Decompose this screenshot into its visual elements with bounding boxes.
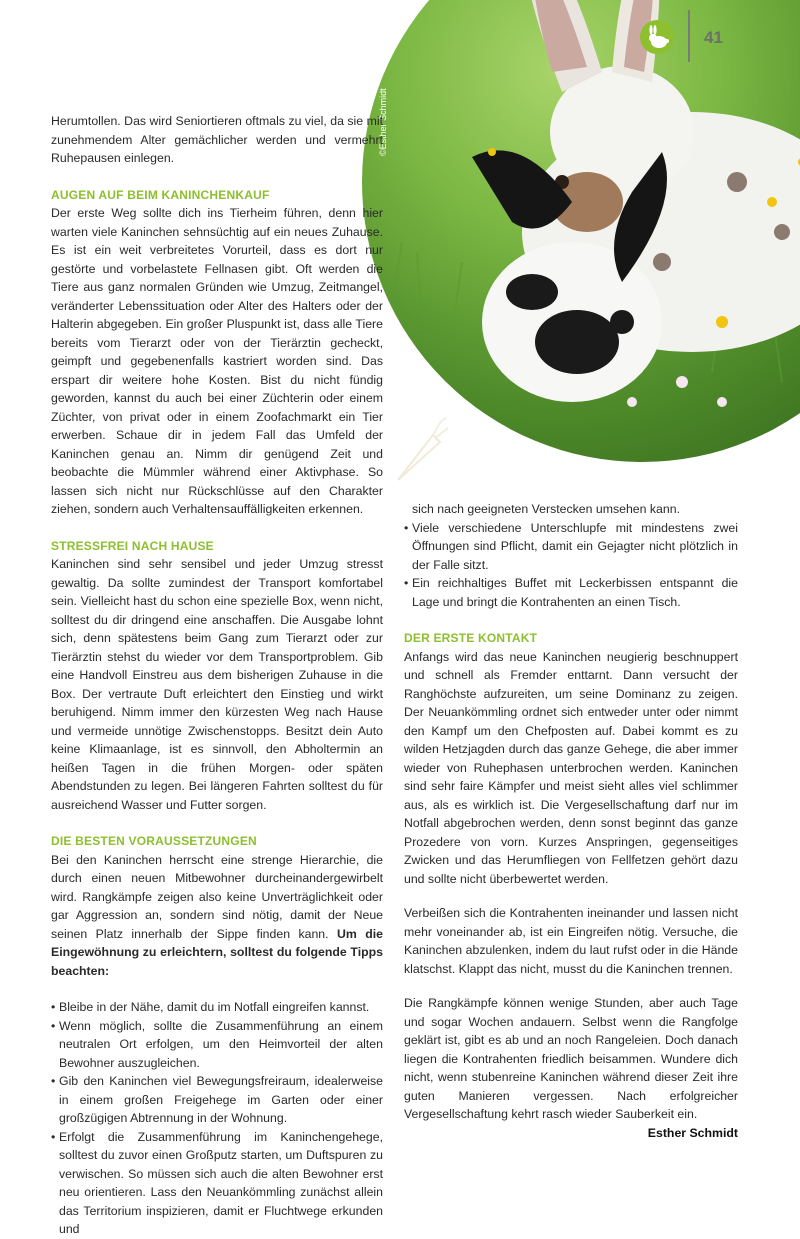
- author-name: Esther Schmidt: [647, 1125, 738, 1140]
- heading-kaninchenkauf: AUGEN AUF BEIM KANINCHENKAUF: [51, 187, 270, 202]
- heading-voraussetzungen: DIE BESTEN VORAUSSETZUNGEN: [51, 834, 257, 848]
- heading-erster-kontakt: DER ERSTE KONTAKT: [404, 631, 538, 645]
- right-column: [404, 500, 738, 1142]
- paragraph-kaninchenkauf: Der erste Weg sollte dich ins Tierheim führen, denn hier warten viele Kaninchen sehnsüchtig auf ein neues Zuhause. Es ist ein weit verbreitetes Vorurteil, dass es dort nur gestörte und vorbelastete Fellnasen gibt. Oft werden die Tiere aus ganz normalen Gründen wie Umzug, Zeitmangel, veränderter Lebenssituation oder Alter des Halters oder der Halterin abgegeben. Ein großer Pluspunkt ist, dass alle Tiere bereits vom Tierarzt oder von der Tierärztin gecheckt, geimpft und gegebenenfalls kastriert worden sind. Das erspart dir weitere hohe Kosten. Bist du nicht fündig geworden, kannst du auch bei einer Züchterin oder einem Züchter, von privat oder in einem Zoofachmarkt ein Tier erwerben. Schaue dir in jedem Fall das Umfeld der Kaninchen genau an. Nimm dir genügend Zeit und beobachte die Mümmler während einer Aktivphase. So lassen sich nicht nur Rückschlüsse auf den Charakter ziehen, sondern auch Verhaltensauffälligkeiten erkennen.: [51, 206, 383, 516]
- page-divider: [688, 10, 690, 62]
- rabbit-photo: [362, 0, 800, 462]
- heading-nach-hause: STRESSFREI NACH HAUSE: [51, 538, 214, 553]
- voraussetzungen-text: Bei den Kaninchen herrscht eine strenge Hierarchie, die durch einen neuen Mitbewohner durcheinandergewirbelt wird. Rangkämpfe zeigen also keine Unverträglichkeit oder gar Aggression an, sondern sind nötig, damit der Neue seinen Platz innerhalb der Sippe finden kann.: [51, 852, 383, 941]
- paragraph-voraussetzungen: [51, 851, 383, 981]
- carrot-icon: [388, 410, 448, 490]
- photo-credit: ©Esther Schmidt: [378, 88, 388, 156]
- intro-paragraph: Herumtollen. Das wird Seniortieren oftmals zu viel, da sie mit zunehmendem Alter gemächlicher werden und vermehrt Ruhepausen einlegen.: [51, 114, 383, 165]
- tips-list-continued: [404, 519, 738, 612]
- left-column: [51, 112, 383, 1239]
- section-badge: [640, 20, 674, 54]
- list-item: • Ein reichhaltiges Buffet mit Leckerbissen entspannt die Lage und bringt die Kontrahenten an einen Tisch.: [404, 576, 738, 609]
- list-item: • Gib den Kaninchen viel Bewegungsfreiraum, idealerweise in einem großen Freigehege im Garten oder einer großzügigen Abtrennung in der Wohnung.: [51, 1074, 383, 1125]
- rabbits-illustration: [362, 0, 800, 462]
- paragraph-erster-kontakt: Anfangs wird das neue Kaninchen neugierig beschnuppert und schnell als Fremder enttarnt. Dann versucht der Ranghöchste aufzureiten, um seine Dominanz zu zeigen. Der Neuankömmling ordnet sich entweder unter oder nimmt den Kampf um den Chefposten auf. Dabei kommt es zu wilden Hetzjagden durch das ganze Gehege, die aber immer wieder von Ruhephasen unterbrochen werden. Kaninchen sind sehr faire Kämpfer und meist sieht alles viel schlimmer aus, als es wirklich ist. Die Vergesellschaftung darf nur im Notfall abgebrochen werden, denn sonst beginnt das ganze Prozedere von vorn. Kurzes Anspringen, gegenseitiges Zwicken und das Herumfliegen von Fellfetzen gehört dazu und sollte nicht überbewertet werden.: [404, 649, 738, 886]
- list-item: • Bleibe in der Nähe, damit du im Notfall eingreifen kannst.: [51, 1000, 370, 1014]
- tips-intro: Um die Eingewöhnung zu erleichtern, solltest du folgende Tipps beachten:: [51, 926, 383, 978]
- list-item: • Erfolgt die Zusammenführung im Kaninchengehege, solltest du zuvor einen Großputz starten, um Duftspuren zu verwischen. So müssen sich auch die alten Bewohner erst neu orientieren. Lass den Neuankömmling zunächst allein das Territorium inspizieren, damit er Fluchtwege erkunden und: [51, 1129, 383, 1236]
- tips-list: [51, 998, 383, 1239]
- page-number: 41: [704, 28, 723, 47]
- paragraph-rangkaempfe: Die Rangkämpfe können wenige Stunden, aber auch Tage und sogar Wochen andauern. Selbst wenn die Rangfolge geklärt ist, gibt es ab und an noch Rangeleien. Doch danach liegen die Kontrahenten friedlich beisammen. Wundere dich nicht, wenn stubenreine Kaninchen während dieser Zeit ihre guten Manieren vergessen. Nach erfolgreicher Vergesellschaftung kehrt rasch wieder Sauberkeit ein.: [404, 996, 738, 1121]
- paragraph-nach-hause: Kaninchen sind sehr sensibel und jeder Umzug stresst gewaltig. Da sollte zumindest der Transport komfortabel sein. Vielleicht hast du schon eine spezielle Box, wenn nicht, solltest du dir dringend eine anschaffen. Die Ausgabe lohnt sich, denn spätestens beim Gang zum Tierarzt oder zur Tierärztin stehst du wieder vor dem Transportproblem. Gib eine Handvoll Einstreu aus dem bisherigen Zuhause in die Box. Der vertraute Duft erleichtert den Einstieg und wirkt beruhigend. Nimm immer den kürzesten Weg nach Hause und vermeide unnötige Zwischenstopps. Besitzt dein Auto keine Klimaanlage, ist es sinnvoll, den Abholtermin an heißen Tagen in die frühen Morgen- oder späten Abendstunden zu legen. Bei längeren Fahrten solltest du für ausreichend Wasser und Futter sorgen.: [51, 557, 383, 812]
- paragraph-eingreifen: Verbeißen sich die Kontrahenten ineinander und lassen nicht mehr voneinander ab, ist ein Eingreifen nötig. Versuche, die Kaninchen abzulenken, indem du laut rufst oder in die Hände klatschst. Klappt das nicht, musst du die Kaninchen trennen.: [404, 906, 738, 976]
- list-item: • Wenn möglich, sollte die Zusammenführung an einem neutralen Ort erfolgen, um den Heimvorteil der alten Bewohner auszugleichen.: [51, 1018, 383, 1070]
- rabbit-icon: [640, 20, 674, 54]
- continuation-text: sich nach geeigneten Verstecken umsehen kann.: [412, 502, 680, 516]
- list-item: • Viele verschiedene Unterschlupfe mit mindestens zwei Öffnungen sind Pflicht, damit ein Gejagter nicht plötzlich in der Falle sitzt.: [404, 520, 738, 572]
